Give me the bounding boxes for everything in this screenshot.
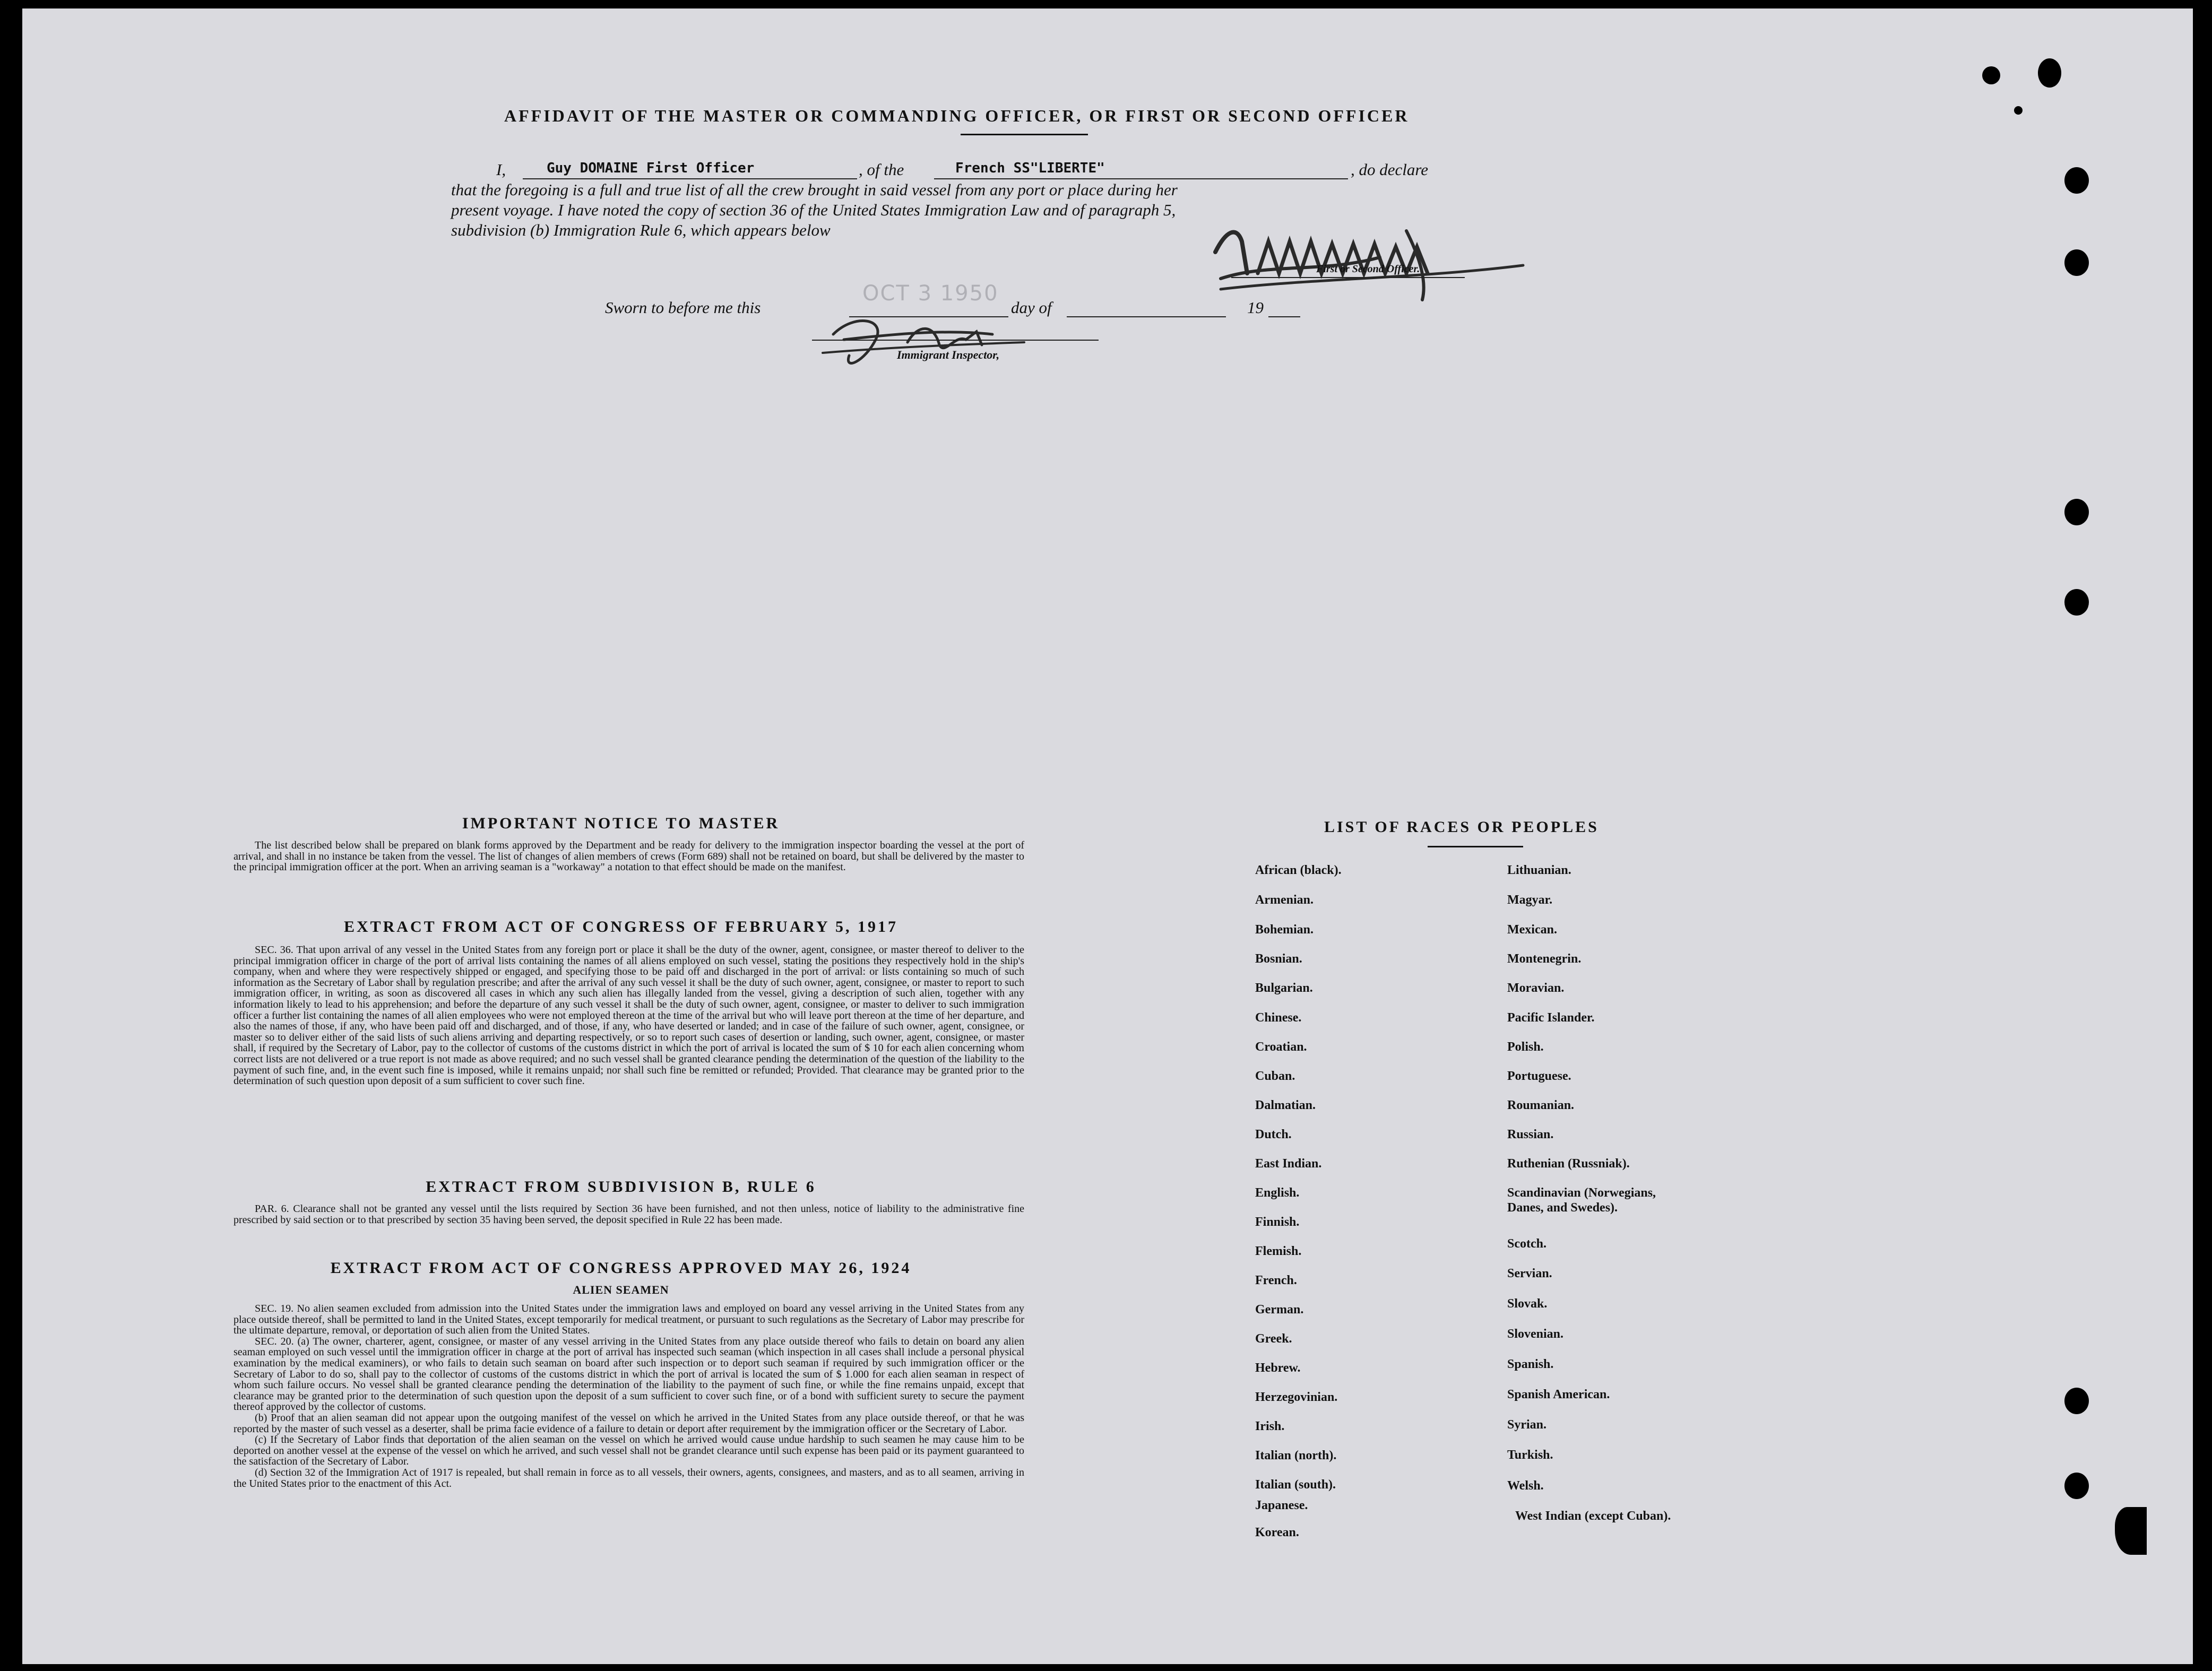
race-item: Spanish American. — [1507, 1388, 1610, 1401]
race-item: Bohemian. — [1255, 923, 1314, 937]
race-item: Roumanian. — [1507, 1098, 1575, 1112]
officer-signature — [1205, 210, 1534, 305]
race-item: East Indian. — [1255, 1157, 1322, 1171]
ink-blot — [1982, 66, 2000, 84]
vessel-name: French SS"LIBERTE" — [955, 160, 1105, 176]
year-prefix: 19 — [1247, 298, 1264, 317]
race-item: Armenian. — [1255, 893, 1314, 907]
title-underline — [961, 134, 1088, 135]
extract-1924-body — [234, 1303, 1024, 1489]
race-item: Magyar. — [1507, 893, 1553, 907]
binder-hole — [2064, 167, 2089, 194]
inspector-caption: Immigrant Inspector, — [897, 348, 1000, 361]
sec-20c-paragraph: (c) If the Secretary of Labor finds that deportation of the alien seaman on the vessel on which he arrived would cause undue hardship to such seamen he may cause him to be deported on another vessel at the expense of the vessel on which he arrived, and such vessel shall not be grandet clearance until such expense has been paid or its payment guaranteed to the satisfaction of the Secretary of Labor. — [234, 1434, 1024, 1468]
race-item: Italian (south). — [1255, 1478, 1336, 1492]
sworn-text: Sworn to before me this — [605, 298, 761, 317]
race-item: Slovak. — [1507, 1297, 1548, 1311]
race-item: Dutch. — [1255, 1128, 1292, 1141]
extract-1924-title: EXTRACT FROM ACT OF CONGRESS APPROVED MAY 26, 1924 — [330, 1259, 912, 1277]
binder-hole — [2064, 499, 2089, 525]
extract-rule6-title: EXTRACT FROM SUBDIVISION B, RULE 6 — [426, 1178, 816, 1196]
inspector-signature-line — [812, 340, 1099, 341]
races-title: LIST OF RACES OR PEOPLES — [1324, 818, 1599, 836]
race-item: Pacific Islander. — [1507, 1011, 1595, 1025]
affidavit-title: AFFIDAVIT OF THE MASTER OR COMMANDING OFFICER, OR FIRST OR SECOND OFFICER — [504, 106, 1410, 125]
month-line — [1067, 316, 1226, 317]
race-item: Ruthenian (Russniak). — [1507, 1157, 1630, 1171]
race-item: Scandinavian (Norwegians, Danes, and Swedes). — [1507, 1186, 1656, 1215]
officer-name-line — [523, 178, 857, 179]
extract-rule6-body — [234, 1204, 1024, 1225]
binder-hole — [2064, 249, 2089, 276]
binder-hole — [2064, 1473, 2089, 1499]
binder-hole — [2064, 589, 2089, 616]
race-item: Montenegrin. — [1507, 952, 1582, 966]
race-item: Chinese. — [1255, 1011, 1302, 1025]
of-the-text: , of the — [859, 160, 904, 179]
notice-paragraph: The list described below shall be prepared on blank forms approved by the Department and be ready for delivery to the immigration inspector boarding the vessel at the port of arrival, and shall in no instance be taken from the vessel. The list of changes of alien members of crews (Form 689) shall not be retained on board, but shall be delivered by the master to the principal immigration officer at the port. When an arriving seaman is a "workaway" a notation to that effect should be made on the manifest. — [234, 839, 1024, 873]
race-item: Turkish. — [1507, 1448, 1553, 1462]
extract-1917-body — [234, 945, 1024, 1087]
ink-blot — [2014, 106, 2023, 115]
race-item: West Indian (except Cuban). — [1515, 1509, 1671, 1523]
race-item: Slovenian. — [1507, 1327, 1564, 1341]
declaration-line-3: present voyage. I have noted the copy of section 36 of the United States Immigration Law and of paragraph 5, — [451, 201, 1176, 219]
race-item: Italian (north). — [1255, 1449, 1337, 1462]
race-item: Irish. — [1255, 1419, 1285, 1433]
race-item: Bulgarian. — [1255, 981, 1313, 995]
sec-20d-paragraph: (d) Section 32 of the Immigration Act of 1917 is repealed, but shall remain in force as to all vessels, their owners, agents, consignees, and masters, and as to all seamen, arriving in the United States prior to the enactment of this Act. — [234, 1466, 1024, 1490]
race-item: German. — [1255, 1303, 1304, 1317]
page-tear — [2115, 1507, 2147, 1555]
declaration-line-2: that the foregoing is a full and true list of all the crew brought in said vessel from any port or place during her — [451, 180, 1178, 199]
do-declare-text: , do declare — [1351, 160, 1429, 179]
race-item: Cuban. — [1255, 1069, 1295, 1083]
race-item: Dalmatian. — [1255, 1098, 1316, 1112]
race-item: Portuguese. — [1507, 1069, 1571, 1083]
declaration-prefix: I, — [496, 160, 506, 179]
races-title-underline — [1428, 846, 1523, 847]
officer-caption: First or Second Officer. — [1316, 263, 1420, 275]
vessel-line — [934, 178, 1348, 179]
sec-20b-paragraph: (b) Proof that an alien seaman did not appear upon the outgoing manifest of the vessel on which he arrived in the United States from any place outside thereof, or that he was reported by the master of such vessel as a deserter, shall be prima facie evidence of a failure to detain or deport after requirement by the immigration officer or the Secretary of Labor. — [234, 1412, 1024, 1435]
year-line — [1268, 316, 1300, 317]
race-item: Scotch. — [1507, 1237, 1546, 1251]
race-item: Spanish. — [1507, 1357, 1554, 1371]
race-item: Japanese. — [1255, 1499, 1308, 1512]
extract-rule6-paragraph: PAR. 6. Clearance shall not be granted any vessel until the lists required by Section 36 have been furnished, and not then unless, notice of liability to the administrative fine prescribed by said section or to that prescribed by section 35 having been served, the deposit specified in Rule 22 has been made. — [234, 1203, 1024, 1226]
extract-1917-title: EXTRACT FROM ACT OF CONGRESS OF FEBRUARY 5, 1917 — [343, 918, 898, 936]
extract-1917-paragraph: SEC. 36. That upon arrival of any vessel in the United States from any foreign port or place it shall be the duty of the owner, agent, consignee, or master thereof to deliver to the principal immigration officer in charge of the port of arrival lists containing the names of all aliens employed on such vessel, stating the positions they respectively hold in the ship's company, when and where they were respectively shipped or engaged, and specifying those to be paid off and discharged in the port of arrival: or lists containing so much of such information as the Secretary of Labor shall by regulation prescribe; and after the arrival of any such vessel it shall be the duty of such owner, agent, consignee, or master to report to such immigration officer, in writing, as soon as discovered all cases in which any such alien has illegally landed from the vessel, giving a description of such alien, together with any information likely to lead to his apprehension; and before the departure of any such vessel it shall be the duty of such owner, agent, consignee, or master to deliver to such immigration officer a further list containing the names of all alien employees who were not employed thereon at the time of the arrival but who will leave port thereon at the time of her departure, and also the names of those, if any, who have been paid off and discharged, and of those, if any, who have deserted or landed; and in case of the failure of such owner, agent, consignee, or master so to deliver either of the said lists of such aliens arriving and departing respectively, or so to report such cases of desertion or landing, such owner, agent, consignee, or master shall, if required by the Secretary of Labor, pay to the collector of customs of the customs district in which the port of arrival is located the sum of $ 10 for each alien concerning whom correct lists are not delivered or a true report is not made as above required; and no such vessel shall be granted clearance pending the determination of the question of the liability to the payment of such fine, and, in the event such fine is imposed, while it remains unpaid; nor shall such fine be remitted or refunded; Provided. That clearance may be granted prior to the determination of such question upon deposit of a sum sufficient to cover such fine. — [234, 944, 1024, 1087]
race-item: Lithuanian. — [1507, 863, 1571, 877]
race-item: Moravian. — [1507, 981, 1565, 995]
race-item: African (black). — [1255, 863, 1342, 877]
declaration-line-4: subdivision (b) Immigration Rule 6, which appears below — [451, 221, 831, 239]
race-item: Mexican. — [1507, 923, 1557, 937]
race-item: Croatian. — [1255, 1040, 1307, 1054]
officer-name: Guy DOMAINE First Officer — [547, 160, 755, 176]
race-item: French. — [1255, 1274, 1297, 1287]
race-item: English. — [1255, 1186, 1300, 1200]
race-item: Greek. — [1255, 1332, 1292, 1346]
race-item: Hebrew. — [1255, 1361, 1301, 1375]
race-item: Servian. — [1507, 1267, 1552, 1280]
race-item: Welsh. — [1507, 1479, 1544, 1493]
race-item: Polish. — [1507, 1040, 1544, 1054]
alien-seamen-subtitle: ALIEN SEAMEN — [573, 1283, 669, 1296]
day-of-text: day of — [1011, 298, 1052, 317]
race-item: Flemish. — [1255, 1244, 1302, 1258]
race-item: Bosnian. — [1255, 952, 1302, 966]
officer-signature-line — [1231, 277, 1465, 278]
ink-blot — [2038, 58, 2061, 88]
race-item: Herzegovinian. — [1255, 1390, 1338, 1404]
race-item: Syrian. — [1507, 1418, 1547, 1432]
binder-hole — [2064, 1388, 2089, 1414]
declaration-line-1 — [496, 160, 506, 179]
sec-19-paragraph: SEC. 19. No alien seamen excluded from admission into the United States under the immigration laws and employed on board any vessel arriving in the United States from any place outside thereof, shall be permitted to land in the United States, except temporarily for medical treatment, or pursuant to such regulations as the Secretary of Labor may prescribe for the ultimate departure, removal, or deportation of such alien from the United States. — [234, 1303, 1024, 1337]
race-item: Russian. — [1507, 1128, 1554, 1141]
notice-body — [234, 840, 1024, 873]
sec-20a-paragraph: SEC. 20. (a) The owner, charterer, agent, consignee, or master of any vessel arriving in the United States from any place outside thereof who fails to detain on board any alien seaman employed on such vessel until the immigration officer in charge at the port of arrival has inspected such seaman (which inspection in all cases shall include a personal physical examination by the medical examiners), or who fails to detain such seaman on board after such inspection or to deport such seaman if required by such immigration officer or the Secretary of Labor to do so, shall pay to the collector of customs of the customs district in which the port of arrival is located the sum of $ 1.000 for each alien seaman in respect of whom such failure occurs. No vessel shall be granted clearance pending the determination of the liability to the payment of such fine, or while the fine remains unpaid, except that clearance may be granted prior to the determination of such question upon the deposit of a sum sufficient to cover such fine, or of a bond with sufficient surety to secure the payment thereof approved by the collector of customs. — [234, 1335, 1024, 1413]
notice-title: IMPORTANT NOTICE TO MASTER — [462, 815, 780, 832]
date-stamp: OCT 3 1950 — [862, 281, 999, 306]
race-item: Korean. — [1255, 1526, 1299, 1539]
race-item: Finnish. — [1255, 1215, 1300, 1229]
